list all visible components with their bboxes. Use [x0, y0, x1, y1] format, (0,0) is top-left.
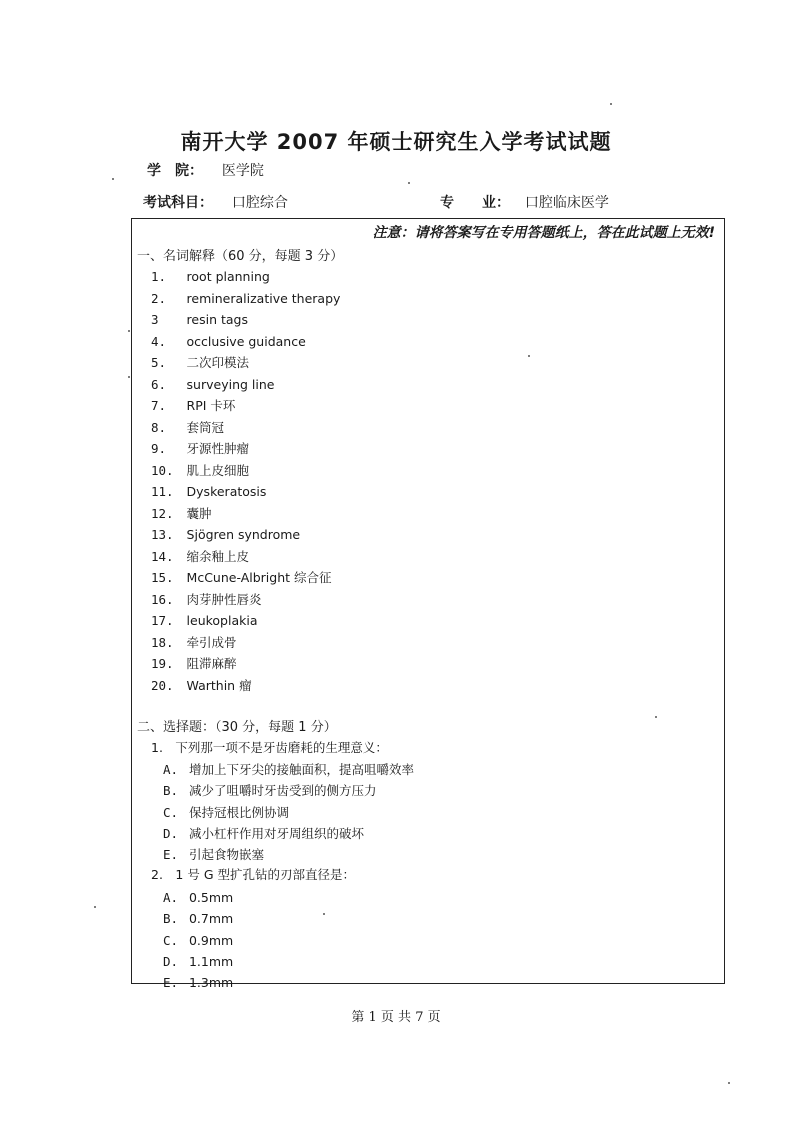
- term-item: [151, 309, 340, 331]
- term-item-number: 20.: [151, 677, 174, 693]
- option-item-text: 减少了咀嚼时牙齿受到的侧方压力: [188, 783, 377, 799]
- scan-speck: [408, 182, 410, 184]
- term-item-number: 11.: [151, 484, 174, 499]
- term-item-number: 16.: [151, 591, 174, 607]
- term-item: [151, 395, 340, 417]
- option-item: [163, 802, 414, 823]
- term-item: [151, 632, 340, 654]
- scan-speck: [112, 178, 114, 180]
- term-item: [151, 331, 340, 353]
- option-item-number: B.: [163, 911, 179, 927]
- option-item: [163, 951, 233, 972]
- option-item-text: 减小杠杆作用对牙周组织的破坏: [188, 825, 364, 841]
- term-item-number: 10.: [151, 462, 174, 478]
- term-item-text: 阻滞麻醉: [186, 656, 237, 671]
- term-item: [151, 546, 340, 568]
- option-item-number: B.: [163, 783, 179, 799]
- question-1-stem: 1. 下列那一项不是牙齿磨耗的生理意义：: [151, 740, 388, 755]
- option-item-text: 0.9mm: [188, 932, 234, 948]
- option-item-number: A.: [163, 890, 179, 905]
- option-item-number: D.: [163, 953, 179, 969]
- subject-value: 口腔综合: [231, 195, 288, 211]
- term-item-text: occlusive guidance: [186, 333, 306, 349]
- school-label: 学 院：: [147, 163, 203, 179]
- option-item: [163, 930, 233, 951]
- option-item-number: A.: [163, 762, 179, 777]
- major-line: [440, 192, 609, 212]
- term-item-number: 12.: [151, 505, 174, 521]
- scan-speck: [655, 716, 657, 718]
- term-item-number: 9.: [151, 441, 167, 456]
- scan-speck: [323, 913, 325, 915]
- term-item-text: root planning: [186, 269, 270, 284]
- subject-line: [143, 192, 288, 212]
- major-value: 口腔临床医学: [524, 195, 609, 211]
- section1-title: 一、名词解释（60 分，每题 3 分）: [137, 249, 344, 264]
- term-item: [151, 524, 340, 546]
- option-item: [163, 759, 414, 780]
- section2-title: 二、选择题：（30 分，每题 1 分）: [137, 720, 337, 735]
- term-item: [151, 288, 340, 310]
- term-item-text: Warthin 瘤: [186, 677, 252, 693]
- option-item-number: C.: [163, 932, 179, 948]
- term-item-number: 4.: [151, 333, 167, 349]
- term-item-number: 6.: [151, 376, 167, 392]
- question-1-options: [163, 759, 414, 865]
- option-item-text: 1.3mm: [188, 975, 234, 991]
- option-item: [163, 780, 414, 801]
- term-item-text: 套筒冠: [186, 419, 225, 435]
- school-line: [147, 160, 264, 180]
- term-item-text: leukoplakia: [186, 613, 258, 628]
- term-item: [151, 567, 340, 589]
- term-item-text: 囊肿: [186, 505, 212, 521]
- term-item-text: Dyskeratosis: [186, 484, 267, 499]
- school-value: 医学院: [221, 163, 264, 179]
- term-item-text: remineralizative therapy: [186, 290, 341, 306]
- term-item: [151, 460, 340, 482]
- term-item-number: 17.: [151, 613, 174, 628]
- term-item-number: 5.: [151, 355, 167, 370]
- question-2-options: [163, 887, 233, 993]
- term-item-number: 1.: [151, 269, 167, 284]
- option-item: [163, 844, 414, 865]
- term-item-text: 二次印模法: [186, 355, 250, 370]
- option-item: [163, 972, 233, 993]
- option-item-text: 0.7mm: [188, 911, 234, 927]
- term-item-text: Sjögren syndrome: [186, 527, 301, 542]
- term-item: [151, 610, 340, 632]
- option-item: [163, 823, 414, 844]
- option-item-text: 1.1mm: [188, 953, 234, 969]
- scan-speck: [610, 103, 612, 105]
- term-item-text: 牙源性肿瘤: [186, 441, 250, 456]
- option-item-number: D.: [163, 825, 179, 841]
- option-item-text: 引起食物嵌塞: [188, 847, 264, 863]
- exam-title: 南开大学 2007 年硕士研究生入学考试试题: [180, 130, 612, 154]
- option-item-number: E.: [163, 847, 179, 863]
- option-item-number: E.: [163, 975, 179, 991]
- major-label: 专 业：: [440, 195, 510, 211]
- term-item: [151, 653, 340, 675]
- scan-speck: [128, 376, 130, 378]
- term-item-number: 15.: [151, 570, 174, 585]
- term-item-text: 肉芽肿性唇炎: [186, 591, 262, 607]
- term-item-number: 8.: [151, 419, 167, 435]
- term-item-text: RPI 卡环: [186, 398, 236, 413]
- term-item-number: 7.: [151, 398, 167, 413]
- term-item-text: 牵引成骨: [186, 634, 237, 650]
- scan-speck: [528, 355, 530, 357]
- term-item: [151, 417, 340, 439]
- option-item-text: 增加上下牙尖的接触面积，提高咀嚼效率: [188, 762, 414, 777]
- option-item: [163, 908, 233, 929]
- option-item-text: 保持冠根比例协调: [188, 804, 289, 820]
- scan-speck: [128, 330, 130, 332]
- term-item: [151, 266, 340, 288]
- subject-label: 考试科目：: [143, 195, 213, 211]
- term-item: [151, 675, 340, 697]
- term-item-number: 3: [151, 312, 159, 327]
- term-item: [151, 352, 340, 374]
- term-item-text: McCune-Albright 综合征: [186, 570, 332, 585]
- term-list: [151, 266, 340, 696]
- answer-notice: 注意：请将答案写在专用答题纸上，答在此试题上无效!: [372, 225, 715, 241]
- term-item: [151, 438, 340, 460]
- term-item: [151, 503, 340, 525]
- term-item-text: resin tags: [186, 312, 248, 327]
- term-item-text: 肌上皮细胞: [186, 462, 250, 478]
- question-2-stem: 2. 1 号 G 型扩孔钻的刃部直径是：: [151, 867, 355, 882]
- option-item: [163, 887, 233, 908]
- term-item-number: 14.: [151, 548, 174, 564]
- term-item-number: 13.: [151, 527, 174, 542]
- option-item-number: C.: [163, 804, 179, 820]
- term-item-number: 18.: [151, 634, 174, 650]
- page-footer: 第 1 页 共 7 页: [351, 1010, 441, 1025]
- option-item-text: 0.5mm: [188, 890, 234, 905]
- term-item: [151, 374, 340, 396]
- term-item-number: 2.: [151, 290, 167, 306]
- term-item: [151, 481, 340, 503]
- term-item-text: surveying line: [186, 376, 275, 392]
- scan-speck: [728, 1082, 730, 1084]
- term-item-text: 缩余釉上皮: [186, 548, 250, 564]
- term-item: [151, 589, 340, 611]
- scan-speck: [94, 906, 96, 908]
- term-item-number: 19.: [151, 656, 174, 671]
